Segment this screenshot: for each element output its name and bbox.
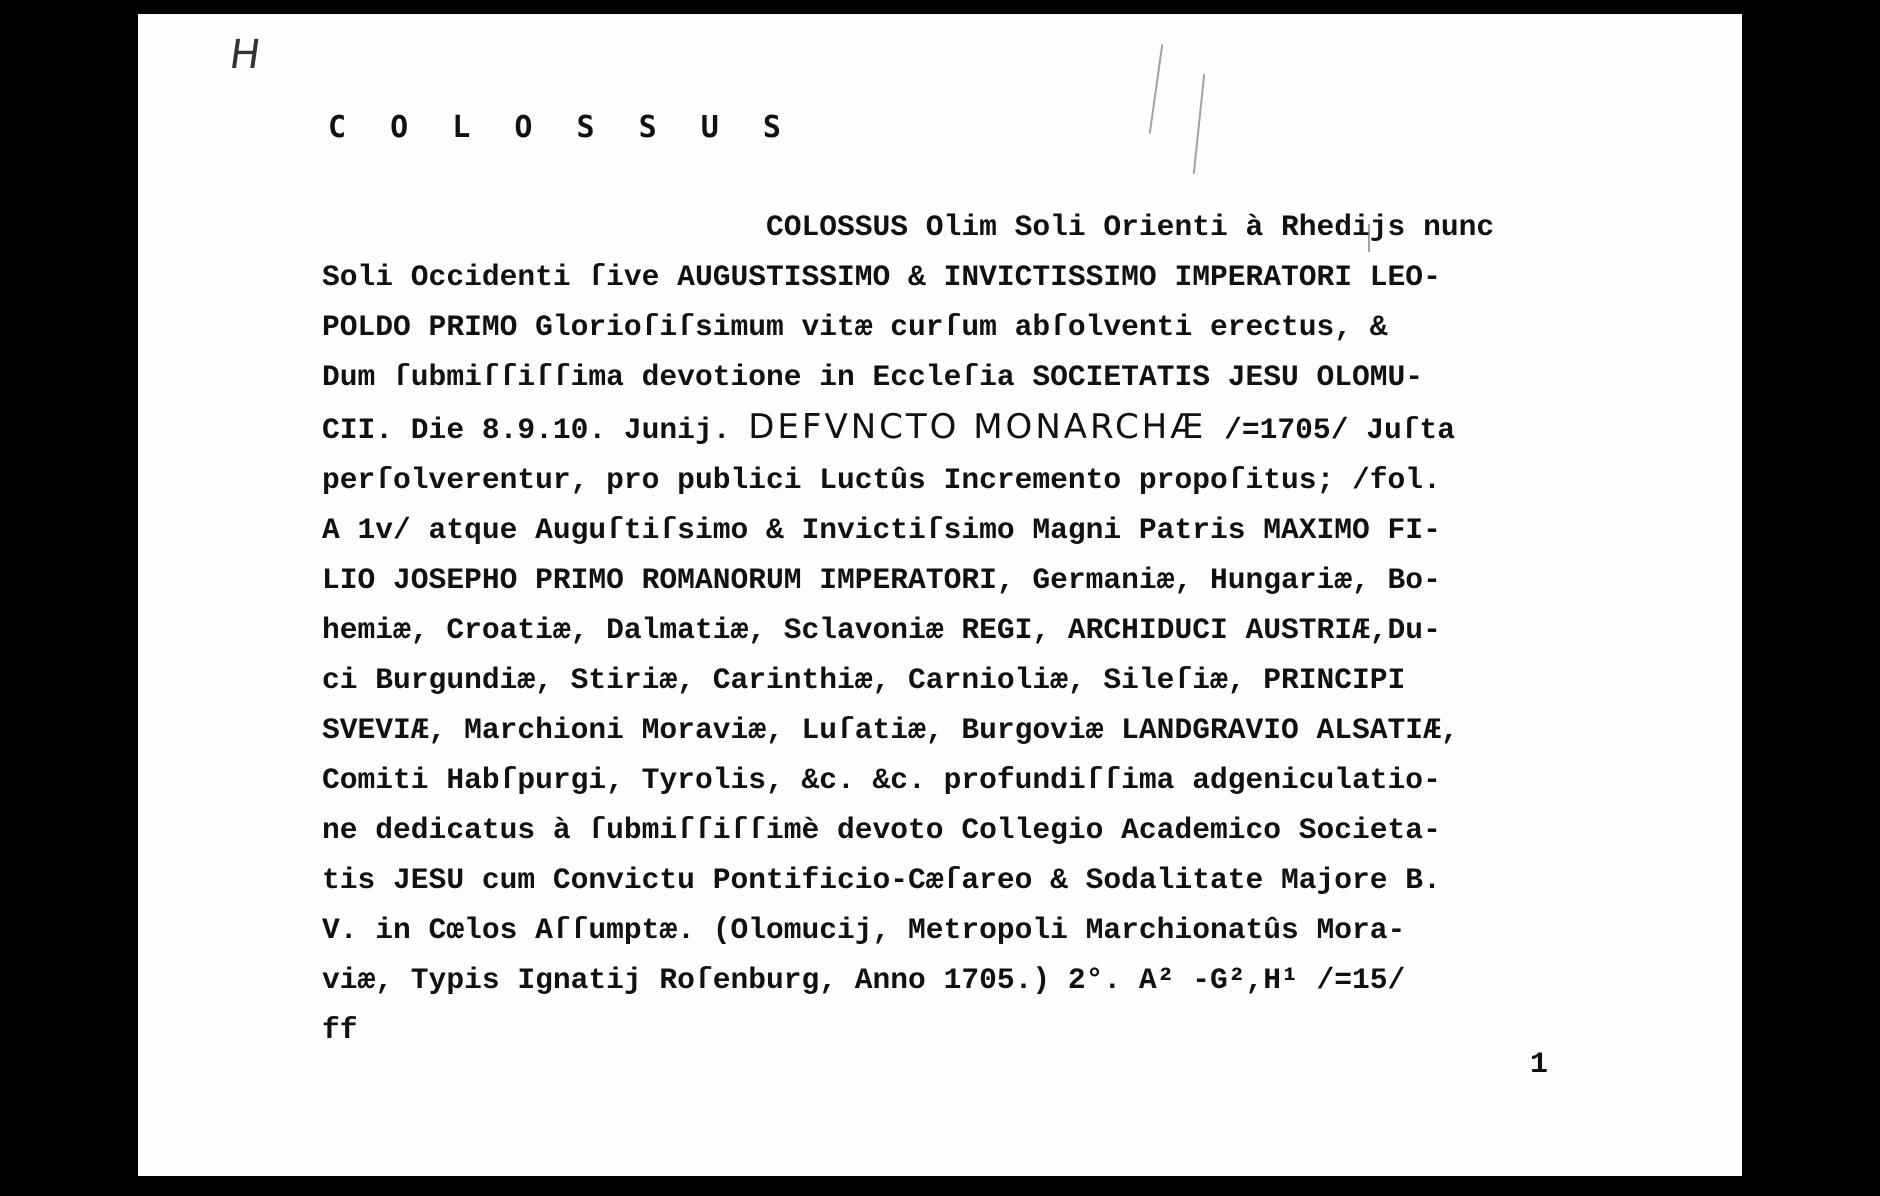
entry-line: ff	[322, 1013, 358, 1047]
index-card	[138, 14, 1742, 1176]
entry-line-tail: /=1705/ Juſta	[1206, 413, 1456, 447]
entry-line: A 1v/ atque Auguſtiſsimo & Invictiſsimo Magni Patris MAXIMO FI-	[322, 513, 1441, 547]
corner-pencil-mark: H	[226, 32, 266, 78]
entry-line: tis JESU cum Convictu Pontificio-Cæſareo & Sodalitate Majore B.	[322, 863, 1441, 897]
entry-line: viæ, Typis Ignatij Roſenburg, Anno 1705.) 2°. A² -G²,H¹ /=15/	[322, 963, 1406, 997]
card-heading: C O L O S S U S	[328, 110, 794, 145]
pencil-stroke	[1193, 74, 1205, 174]
entry-line: ci Burgundiæ, Stiriæ, Carinthiæ, Carnioliæ, Sileſiæ, PRINCIPI	[322, 663, 1406, 697]
page-number: 1	[1530, 1048, 1549, 1082]
entry-line: LIO JOSEPHO PRIMO ROMANORUM IMPERATORI, Germaniæ, Hungariæ, Bo-	[322, 563, 1441, 597]
entry-line: Soli Occidenti ſive AUGUSTISSIMO & INVICTISSIMO IMPERATORI LEO-	[322, 260, 1441, 294]
handwritten-insert: DEFVNCTO MONARCHÆ	[748, 407, 1207, 447]
entry-line: CII. Die 8.9.10. Junij.	[322, 413, 749, 447]
entry-line: V. in Cœlos Aſſumptæ. (Olomucij, Metropoli Marchionatûs Mora-	[322, 913, 1406, 947]
entry-line: COLOSSUS Olim Soli Orienti à Rhedijs nunc	[322, 210, 1495, 244]
entry-line: perſolverentur, pro publici Luctûs Incremento propoſitus; /fol.	[322, 463, 1441, 497]
entry-line: ne dedicatus à ſubmiſſiſſimè devoto Collegio Academico Societa-	[322, 813, 1441, 847]
entry-line: Comiti Habſpurgi, Tyrolis, &c. &c. profundiſſima adgeniculatio-	[322, 763, 1441, 797]
entry-line: SVEVIÆ, Marchioni Moraviæ, Luſatiæ, Burgoviæ LANDGRAVIO ALSATIÆ,	[322, 713, 1459, 747]
entry-line: hemiæ, Croatiæ, Dalmatiæ, Sclavoniæ REGI, ARCHIDUCI AUSTRIÆ,Du-	[322, 613, 1441, 647]
pencil-stroke	[1149, 44, 1164, 133]
entry-line-with-insert	[322, 402, 1494, 455]
entry-line: POLDO PRIMO Glorioſiſsimum vitæ curſum abſolventi erectus, &	[322, 310, 1388, 344]
bibliographic-entry	[322, 202, 1494, 1055]
entry-line: Dum ſubmiſſiſſima devotione in Eccleſia SOCIETATIS JESU OLOMU-	[322, 360, 1424, 394]
